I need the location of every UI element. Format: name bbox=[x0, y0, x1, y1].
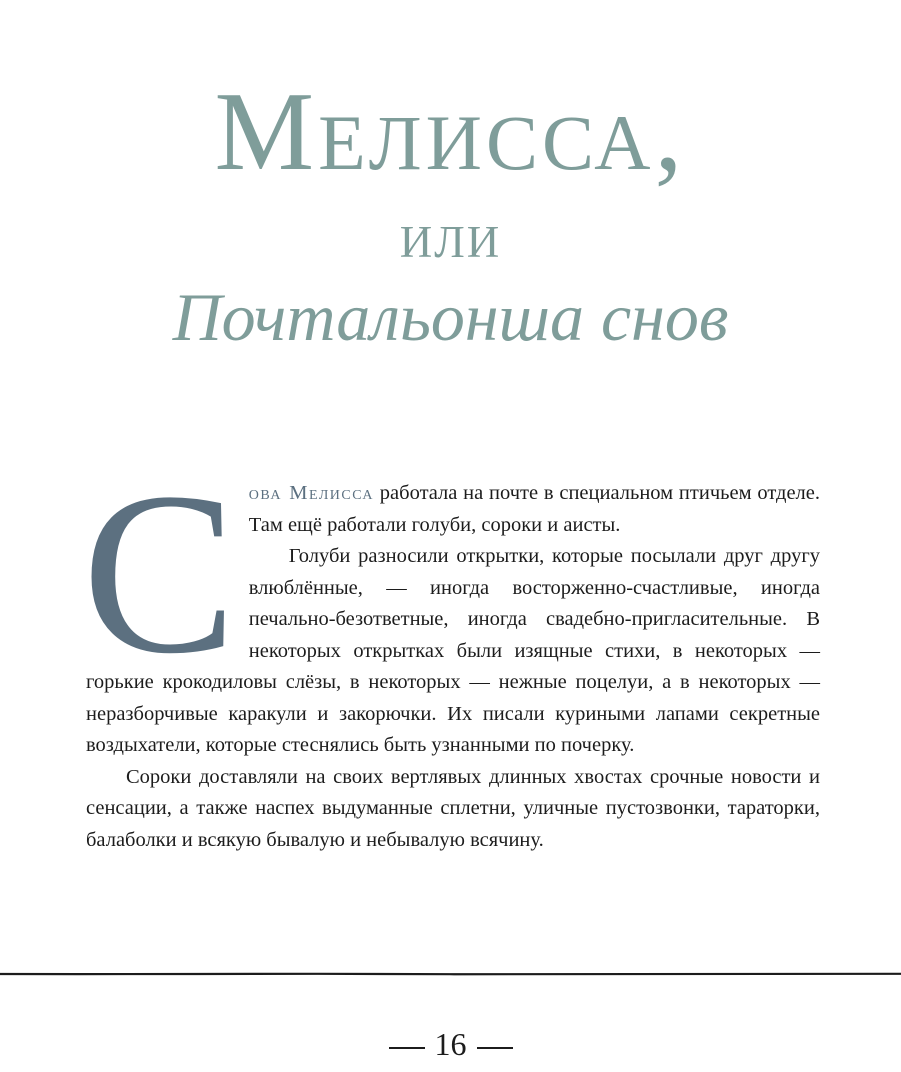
lead-in-smallcaps: ова Мелисса bbox=[248, 482, 375, 504]
dash-left bbox=[389, 1047, 425, 1049]
chapter-title: Мелисса, bbox=[214, 70, 687, 194]
page-number-block bbox=[0, 1022, 901, 1066]
dash-right bbox=[477, 1047, 513, 1049]
page-number: 16 bbox=[434, 1026, 467, 1062]
drop-cap-letter: С bbox=[82, 445, 237, 702]
paragraph-3: Сороки доставляли на своих вертлявых длинных хвостах срочные новости и сенсации, а также наспех выдуманные сплетни, уличные пустозвонки, тараторки, балаболки и всякую бывалую и небывалую всячину. bbox=[86, 765, 820, 851]
paragraph-2: Голуби разносили открытки, которые посылали друг другу влюблённые, — иногда восторженно-счастливые, иногда печально-безответные, иногда свадебно-пригласительные. В некоторых открытках были изящные стихи, в некоторых — горькие крокодиловы слёзы, в некоторых — нежные поцелуи, а в некоторых — неразборчивые каракули и закорючки. Их писали куриными лапами секретные воздыхатели, которые стеснялись быть узнанными по почерку. bbox=[86, 545, 820, 756]
title-connector: или bbox=[399, 200, 502, 271]
paragraph-1-text: работала на почте в специальном птичьем отделе. Там ещё работали голуби, сороки и аисты. bbox=[248, 482, 821, 536]
footer-rule bbox=[0, 970, 901, 980]
chapter-text bbox=[82, 445, 821, 856]
chapter-subtitle: Почтальонша снов bbox=[172, 279, 729, 355]
